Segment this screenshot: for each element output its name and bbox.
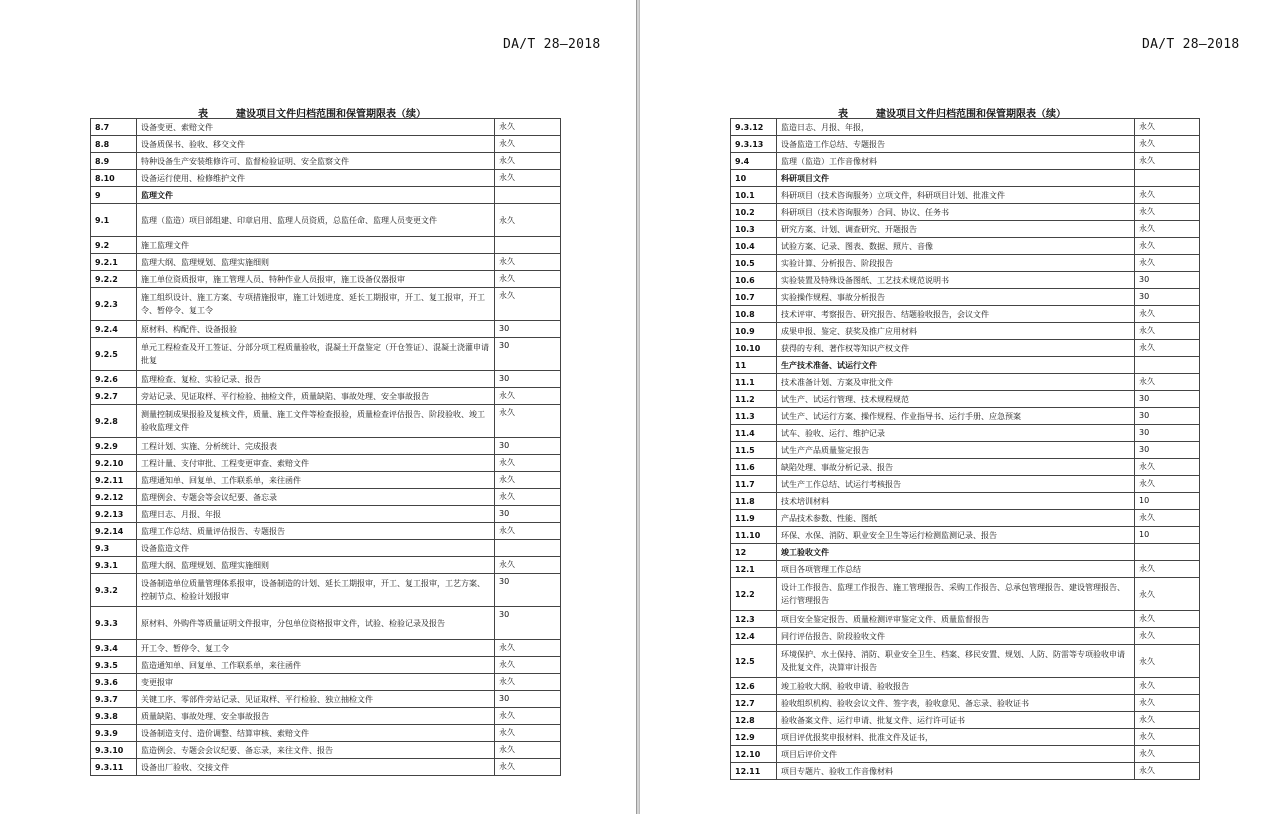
file-content-cell: 监造通知单、回复单、工作联系单，来往函件 [137, 657, 495, 674]
archive-table [90, 118, 561, 776]
file-content-cell: 质量缺陷、事故处理、安全事故报告 [137, 708, 495, 725]
retention-period-cell: 永久 [1135, 645, 1200, 678]
category-row [731, 357, 1200, 374]
retention-period-cell: 30 [495, 607, 561, 640]
retention-period-cell [1135, 357, 1200, 374]
retention-period-cell: 永久 [1135, 306, 1200, 323]
table-row [731, 510, 1200, 527]
file-content-cell: 设备变更、索赔文件 [137, 119, 495, 136]
item-number-cell: 9.2.10 [91, 455, 137, 472]
retention-period-cell: 永久 [1135, 323, 1200, 340]
file-content-cell: 竣工验收大纲、验收申请、验收报告 [777, 678, 1135, 695]
retention-period-cell: 30 [1135, 289, 1200, 306]
table-row [731, 476, 1200, 493]
item-number-cell: 9.3.3 [91, 607, 137, 640]
retention-period-cell: 永久 [1135, 340, 1200, 357]
file-content-cell: 缺陷处理、事故分析记录、报告 [777, 459, 1135, 476]
table-row [731, 425, 1200, 442]
item-number-cell: 12.7 [731, 695, 777, 712]
category-row [731, 170, 1200, 187]
table-row [731, 238, 1200, 255]
retention-period-cell: 永久 [1135, 136, 1200, 153]
item-number-cell: 9.2.14 [91, 523, 137, 540]
file-content-cell: 科研项目文件 [777, 170, 1135, 187]
retention-period-cell: 30 [1135, 425, 1200, 442]
retention-period-cell: 永久 [495, 640, 561, 657]
table-row [731, 628, 1200, 645]
table-row [91, 557, 561, 574]
table-row [731, 678, 1200, 695]
file-content-cell: 技术培训材料 [777, 493, 1135, 510]
retention-period-cell: 30 [495, 506, 561, 523]
retention-period-cell: 永久 [495, 725, 561, 742]
item-number-cell: 11.6 [731, 459, 777, 476]
table-row [731, 323, 1200, 340]
retention-period-cell: 永久 [1135, 204, 1200, 221]
item-number-cell: 9.4 [731, 153, 777, 170]
file-content-cell: 监理例会、专题会等会议纪要、备忘录 [137, 489, 495, 506]
item-number-cell: 11.2 [731, 391, 777, 408]
file-content-cell: 设备制造支付、造价调整、结算审核、索赔文件 [137, 725, 495, 742]
table-row [91, 691, 561, 708]
category-row [731, 544, 1200, 561]
table-row [91, 708, 561, 725]
standard-number-header: DA/T 28—2018 [1142, 37, 1240, 52]
file-content-cell: 验收组织机构、验收会议文件、签字表，验收意见、备忘录、验收证书 [777, 695, 1135, 712]
table-row [731, 204, 1200, 221]
file-content-cell: 同行评估报告、阶段验收文件 [777, 628, 1135, 645]
retention-period-cell: 永久 [495, 674, 561, 691]
table-row [731, 374, 1200, 391]
item-number-cell: 10.3 [731, 221, 777, 238]
retention-period-cell [1135, 170, 1200, 187]
table-row [91, 288, 561, 321]
file-content-cell: 设备制造单位质量管理体系报审，设备制造的计划、延长工期报审，开工、复工报审，工艺方案、控制节点、检验计划报审 [137, 574, 495, 607]
table-row [731, 289, 1200, 306]
table-row [91, 153, 561, 170]
table-row [731, 527, 1200, 544]
file-content-cell: 变更报审 [137, 674, 495, 691]
item-number-cell: 9.2.13 [91, 506, 137, 523]
file-content-cell: 成果申报、鉴定、获奖及推广应用材料 [777, 323, 1135, 340]
file-content-cell: 监理通知单、回复单、工作联系单，来往函件 [137, 472, 495, 489]
table-row [731, 746, 1200, 763]
item-number-cell: 9.2.9 [91, 438, 137, 455]
retention-period-cell: 永久 [495, 254, 561, 271]
item-number-cell: 12.6 [731, 678, 777, 695]
retention-period-cell: 永久 [1135, 153, 1200, 170]
file-content-cell: 项目后评价文件 [777, 746, 1135, 763]
retention-period-cell: 30 [495, 574, 561, 607]
table-row [731, 459, 1200, 476]
archive-table [730, 118, 1200, 780]
table-row [91, 674, 561, 691]
file-content-cell: 特种设备生产安装维修许可、监督检验证明、安全监察文件 [137, 153, 495, 170]
file-content-cell: 设备出厂验收、交接文件 [137, 759, 495, 776]
retention-period-cell: 永久 [495, 271, 561, 288]
file-content-cell: 施工单位资质报审，施工管理人员、特种作业人员报审，施工设备仪器报审 [137, 271, 495, 288]
file-content-cell: 测量控制成果报验及复核文件，质量、施工文件等检查报验，质量检查评估报告、阶段验收、竣工验收监理文件 [137, 405, 495, 438]
category-row [91, 187, 561, 204]
retention-period-cell: 30 [495, 691, 561, 708]
item-number-cell: 9.3.12 [731, 119, 777, 136]
table-row [91, 657, 561, 674]
file-content-cell: 环保、水保、消防、职业安全卫生等运行检测监测记录、报告 [777, 527, 1135, 544]
file-content-cell: 项目安全鉴定报告、质量检测评审鉴定文件、质量监督报告 [777, 611, 1135, 628]
item-number-cell: 9.3.10 [91, 742, 137, 759]
file-content-cell: 技术准备计划、方案及审批文件 [777, 374, 1135, 391]
retention-period-cell: 永久 [495, 388, 561, 405]
item-number-cell: 9 [91, 187, 137, 204]
file-content-cell: 设备监造文件 [137, 540, 495, 557]
table-row [731, 187, 1200, 204]
table-row [731, 578, 1200, 611]
item-number-cell: 9.3 [91, 540, 137, 557]
file-content-cell: 实验计算、分析报告、阶段报告 [777, 255, 1135, 272]
item-number-cell: 9.3.8 [91, 708, 137, 725]
file-content-cell: 设备监造工作总结、专题报告 [777, 136, 1135, 153]
table-row [91, 574, 561, 607]
table-caption-title: 建设项目文件归档范围和保管期限表（续） [876, 109, 1066, 120]
file-content-cell: 旁站记录、见证取样、平行检验、抽检文件，质量缺陷、事故处理、安全事故报告 [137, 388, 495, 405]
item-number-cell: 11.1 [731, 374, 777, 391]
item-number-cell: 10.9 [731, 323, 777, 340]
file-content-cell: 监理（监造）项目部组建、印章启用、监理人员资质，总监任命、监理人员变更文件 [137, 204, 495, 237]
item-number-cell: 11.8 [731, 493, 777, 510]
file-content-cell: 监理大纲、监理规划、监理实施细则 [137, 557, 495, 574]
item-number-cell: 10.5 [731, 255, 777, 272]
item-number-cell: 9.2.6 [91, 371, 137, 388]
item-number-cell: 9.3.4 [91, 640, 137, 657]
retention-period-cell: 30 [1135, 391, 1200, 408]
file-content-cell: 设备运行使用、检修维护文件 [137, 170, 495, 187]
file-content-cell: 监造日志、月报、年报， [777, 119, 1135, 136]
item-number-cell: 12.5 [731, 645, 777, 678]
item-number-cell: 10 [731, 170, 777, 187]
item-number-cell: 9.3.6 [91, 674, 137, 691]
item-number-cell: 8.9 [91, 153, 137, 170]
file-content-cell: 试生产、试运行方案、操作规程、作业指导书、运行手册、应急预案 [777, 408, 1135, 425]
item-number-cell: 9.2.1 [91, 254, 137, 271]
file-content-cell: 试车、验收、运行、维护记录 [777, 425, 1135, 442]
item-number-cell: 9.3.11 [91, 759, 137, 776]
item-number-cell: 9.2.4 [91, 321, 137, 338]
table-row [91, 254, 561, 271]
file-content-cell: 竣工验收文件 [777, 544, 1135, 561]
table-row [731, 340, 1200, 357]
item-number-cell: 9.3.1 [91, 557, 137, 574]
retention-period-cell: 永久 [1135, 476, 1200, 493]
retention-period-cell: 10 [1135, 527, 1200, 544]
file-content-cell: 开工令、暂停令、复工令 [137, 640, 495, 657]
table-row [91, 338, 561, 371]
retention-period-cell: 永久 [495, 288, 561, 321]
table-row [731, 306, 1200, 323]
item-number-cell: 9.3.2 [91, 574, 137, 607]
file-content-cell: 环境保护、水土保持、消防、职业安全卫生、档案、移民安置、规划、人防、防雷等专项验收申请及批复文件，决算审计报告 [777, 645, 1135, 678]
file-content-cell: 技术评审、考察报告、研究报告、结题验收报告，会议文件 [777, 306, 1135, 323]
retention-period-cell: 永久 [1135, 255, 1200, 272]
retention-period-cell: 永久 [495, 557, 561, 574]
retention-period-cell: 永久 [1135, 729, 1200, 746]
standard-number-header: DA/T 28—2018 [503, 37, 601, 52]
item-number-cell: 9.2.5 [91, 338, 137, 371]
retention-period-cell: 永久 [1135, 578, 1200, 611]
table-row [731, 136, 1200, 153]
table-row [731, 272, 1200, 289]
file-content-cell: 原材料、构配件、设备报验 [137, 321, 495, 338]
file-content-cell: 工程计量、支付审批、工程变更审查、索赔文件 [137, 455, 495, 472]
table-row [91, 237, 561, 254]
file-content-cell: 设备质保书、验收、移交文件 [137, 136, 495, 153]
retention-period-cell: 永久 [1135, 561, 1200, 578]
item-number-cell: 11 [731, 357, 777, 374]
item-number-cell: 11.3 [731, 408, 777, 425]
table-row [91, 725, 561, 742]
item-number-cell: 9.3.13 [731, 136, 777, 153]
retention-period-cell: 永久 [495, 170, 561, 187]
item-number-cell: 11.10 [731, 527, 777, 544]
table-row [91, 506, 561, 523]
table-row [91, 759, 561, 776]
file-content-cell: 生产技术准备、试运行文件 [777, 357, 1135, 374]
item-number-cell: 9.1 [91, 204, 137, 237]
retention-period-cell: 永久 [495, 204, 561, 237]
retention-period-cell: 30 [1135, 408, 1200, 425]
item-number-cell: 9.2.12 [91, 489, 137, 506]
file-content-cell: 关键工序、零部件旁站记录、见证取样、平行检验、独立抽检文件 [137, 691, 495, 708]
table-row [731, 153, 1200, 170]
file-content-cell: 项目各项管理工作总结 [777, 561, 1135, 578]
file-content-cell: 单元工程检查及开工签证、分部分项工程质量验收，混凝土开盘鉴定（开仓签证）、混凝土浇灌申请批复 [137, 338, 495, 371]
retention-period-cell: 30 [495, 438, 561, 455]
table-row [91, 523, 561, 540]
file-content-cell: 原材料、外购件等质量证明文件报审，分包单位资格报审文件，试验、检验记录及报告 [137, 607, 495, 640]
table-row [731, 493, 1200, 510]
item-number-cell: 12.4 [731, 628, 777, 645]
file-content-cell: 试验方案、记录、图表、数据、照片、音像 [777, 238, 1135, 255]
retention-period-cell: 30 [495, 321, 561, 338]
table-row [731, 119, 1200, 136]
retention-period-cell: 永久 [1135, 374, 1200, 391]
file-content-cell: 监理文件 [137, 187, 495, 204]
file-content-cell: 施工监理文件 [137, 237, 495, 254]
retention-period-cell: 永久 [1135, 628, 1200, 645]
retention-period-cell: 永久 [1135, 763, 1200, 780]
item-number-cell: 12.8 [731, 712, 777, 729]
item-number-cell: 12.1 [731, 561, 777, 578]
file-content-cell: 监理检查、复检、实验记录、报告 [137, 371, 495, 388]
retention-period-cell: 10 [1135, 493, 1200, 510]
retention-period-cell: 永久 [495, 455, 561, 472]
table-row [91, 455, 561, 472]
retention-period-cell: 永久 [495, 759, 561, 776]
retention-period-cell: 30 [1135, 442, 1200, 459]
file-content-cell: 科研项目（技术咨询服务）合同、协议、任务书 [777, 204, 1135, 221]
table-row [91, 271, 561, 288]
table-row [91, 405, 561, 438]
file-content-cell: 施工组织设计、施工方案、专项措施报审，施工计划进度、延长工期报审，开工、复工报审，开工令、暂停令、复工令 [137, 288, 495, 321]
item-number-cell: 10.4 [731, 238, 777, 255]
table-row [731, 763, 1200, 780]
file-content-cell: 监理工作总结、质量评估报告、专题报告 [137, 523, 495, 540]
retention-period-cell: 永久 [1135, 746, 1200, 763]
table-row [91, 438, 561, 455]
retention-period-cell: 永久 [495, 523, 561, 540]
file-content-cell: 研究方案、计划、调查研究、开题报告 [777, 221, 1135, 238]
table-row [731, 561, 1200, 578]
table-row [731, 255, 1200, 272]
item-number-cell: 12.11 [731, 763, 777, 780]
file-content-cell: 验收备案文件、运行申请、批复文件、运行许可证书 [777, 712, 1135, 729]
file-content-cell: 试生产产品质量鉴定报告 [777, 442, 1135, 459]
table-row [91, 388, 561, 405]
item-number-cell: 12.3 [731, 611, 777, 628]
item-number-cell: 9.3.7 [91, 691, 137, 708]
item-number-cell: 11.5 [731, 442, 777, 459]
item-number-cell: 9.2.8 [91, 405, 137, 438]
item-number-cell: 12.10 [731, 746, 777, 763]
retention-period-cell: 30 [495, 371, 561, 388]
retention-period-cell: 30 [1135, 272, 1200, 289]
retention-period-cell: 永久 [495, 136, 561, 153]
item-number-cell: 10.1 [731, 187, 777, 204]
retention-period-cell: 永久 [1135, 459, 1200, 476]
table-row [731, 611, 1200, 628]
table-row [91, 742, 561, 759]
table-row [91, 321, 561, 338]
item-number-cell: 9.2.11 [91, 472, 137, 489]
file-content-cell: 科研项目（技术咨询服务）立项文件，科研项目计划、批准文件 [777, 187, 1135, 204]
table-caption-label: 表 [838, 109, 848, 120]
file-content-cell: 试生产工作总结、试运行考核报告 [777, 476, 1135, 493]
retention-period-cell [495, 237, 561, 254]
retention-period-cell: 永久 [1135, 678, 1200, 695]
table-row [91, 540, 561, 557]
file-content-cell: 实验操作规程、事故分析报告 [777, 289, 1135, 306]
table-row [91, 371, 561, 388]
file-content-cell: 试生产、试运行管理、技术规程规范 [777, 391, 1135, 408]
item-number-cell: 8.10 [91, 170, 137, 187]
retention-period-cell: 永久 [495, 657, 561, 674]
retention-period-cell: 永久 [1135, 611, 1200, 628]
file-content-cell: 设计工作报告、监理工作报告、施工管理报告、采购工作报告、总承包管理报告、建设管理报告、运行管理报告 [777, 578, 1135, 611]
table-row [91, 607, 561, 640]
item-number-cell: 9.2.3 [91, 288, 137, 321]
retention-period-cell: 30 [495, 338, 561, 371]
retention-period-cell: 永久 [1135, 510, 1200, 527]
item-number-cell: 11.7 [731, 476, 777, 493]
item-number-cell: 10.8 [731, 306, 777, 323]
table-row [731, 695, 1200, 712]
file-content-cell: 工程计划、实施、分析统计、完成报表 [137, 438, 495, 455]
table-caption-title: 建设项目文件归档范围和保管期限表（续） [236, 109, 426, 120]
table-row [731, 221, 1200, 238]
item-number-cell: 9.2.2 [91, 271, 137, 288]
retention-period-cell: 永久 [1135, 119, 1200, 136]
table-row [91, 119, 561, 136]
table-row [731, 729, 1200, 746]
item-number-cell: 10.10 [731, 340, 777, 357]
item-number-cell: 9.3.5 [91, 657, 137, 674]
item-number-cell: 11.9 [731, 510, 777, 527]
table-row [91, 136, 561, 153]
retention-period-cell: 永久 [495, 153, 561, 170]
file-content-cell: 监造例会、专题会会议纪要、备忘录，来往文件、报告 [137, 742, 495, 759]
retention-period-cell: 永久 [495, 489, 561, 506]
retention-period-cell: 永久 [1135, 712, 1200, 729]
item-number-cell: 8.8 [91, 136, 137, 153]
item-number-cell: 9.2.7 [91, 388, 137, 405]
table-row [91, 640, 561, 657]
table-row [731, 645, 1200, 678]
file-content-cell: 监理日志、月报、年报 [137, 506, 495, 523]
retention-period-cell: 永久 [1135, 238, 1200, 255]
file-content-cell: 项目专题片、验收工作音像材料 [777, 763, 1135, 780]
table-row [731, 408, 1200, 425]
retention-period-cell: 永久 [1135, 221, 1200, 238]
table-row [91, 204, 561, 237]
file-content-cell: 项目评优报奖申报材料、批准文件及证书， [777, 729, 1135, 746]
item-number-cell: 11.4 [731, 425, 777, 442]
retention-period-cell: 永久 [1135, 187, 1200, 204]
table-row [91, 489, 561, 506]
item-number-cell: 10.2 [731, 204, 777, 221]
table-caption-label: 表 [198, 109, 208, 120]
item-number-cell: 12 [731, 544, 777, 561]
retention-period-cell: 永久 [495, 742, 561, 759]
retention-period-cell [1135, 544, 1200, 561]
retention-period-cell: 永久 [495, 472, 561, 489]
retention-period-cell [495, 540, 561, 557]
table-row [731, 442, 1200, 459]
retention-period-cell: 永久 [495, 405, 561, 438]
table-row [731, 712, 1200, 729]
table-row [731, 391, 1200, 408]
retention-period-cell: 永久 [495, 119, 561, 136]
table-row [91, 472, 561, 489]
file-content-cell: 监理（监造）工作音像材料 [777, 153, 1135, 170]
retention-period-cell: 永久 [495, 708, 561, 725]
item-number-cell: 9.2 [91, 237, 137, 254]
retention-period-cell: 永久 [1135, 695, 1200, 712]
file-content-cell: 产品技术参数、性能、图纸 [777, 510, 1135, 527]
item-number-cell: 12.2 [731, 578, 777, 611]
item-number-cell: 12.9 [731, 729, 777, 746]
item-number-cell: 8.7 [91, 119, 137, 136]
file-content-cell: 获得的专利、著作权等知识产权文件 [777, 340, 1135, 357]
table-row [91, 170, 561, 187]
right-page [640, 0, 1268, 814]
retention-period-cell [495, 187, 561, 204]
item-number-cell: 9.3.9 [91, 725, 137, 742]
item-number-cell: 10.6 [731, 272, 777, 289]
file-content-cell: 监理大纲、监理规划、监理实施细则 [137, 254, 495, 271]
item-number-cell: 10.7 [731, 289, 777, 306]
file-content-cell: 实验装置及特殊设备图纸、工艺技术规范说明书 [777, 272, 1135, 289]
